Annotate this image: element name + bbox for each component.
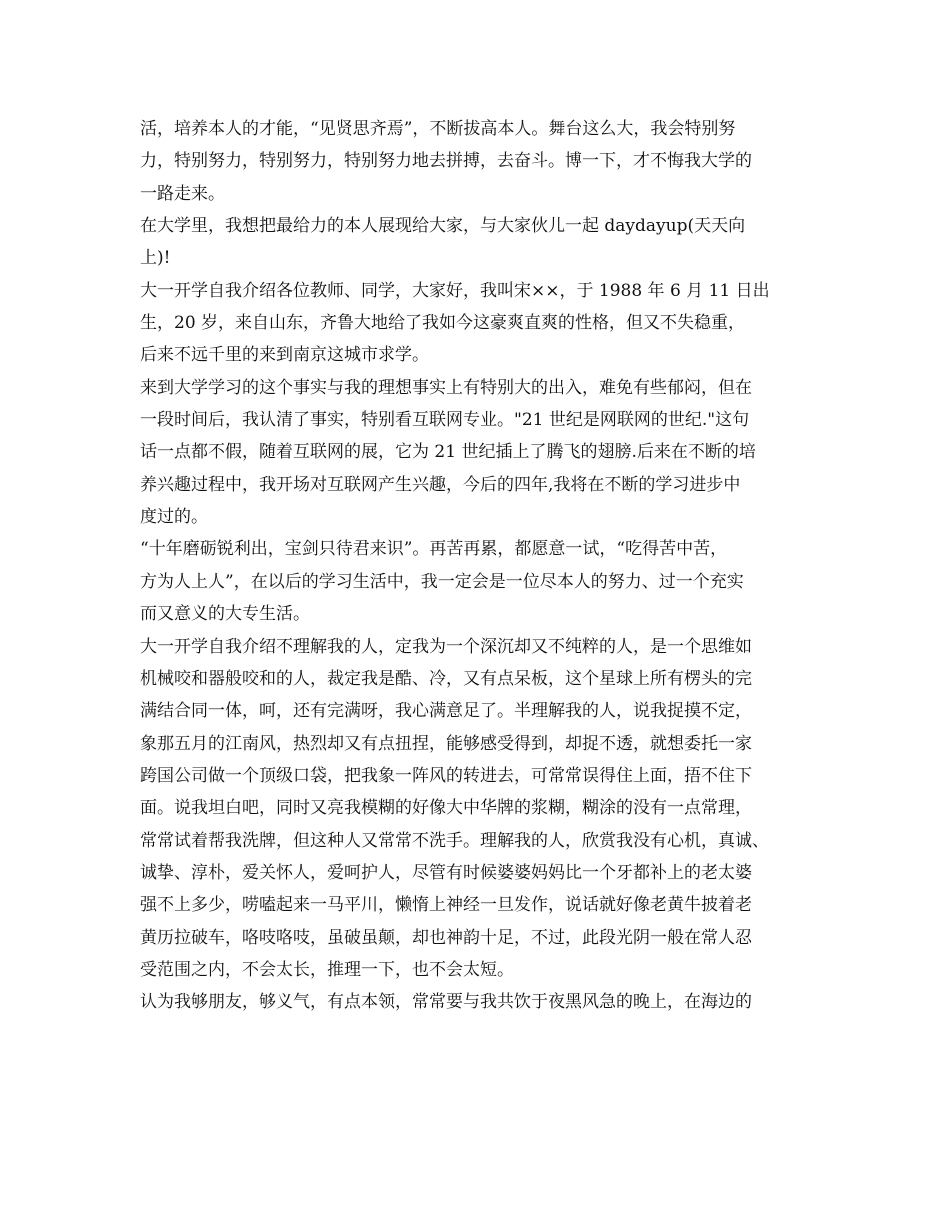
text-line: 度过的。 bbox=[140, 507, 208, 528]
text-line: 常常试着帮我洗牌，但这种人又常常不洗手。理解我的人，欣赏我没有心机，真诚、 bbox=[140, 830, 769, 851]
text-line: 养兴趣过程中，我开场对互联网产生兴趣，今后的四年,我将在不断的学习进步中 bbox=[140, 474, 741, 495]
text-line: 象那五月的江南风，热烈却又有点扭捏，能够感受得到，却捉不透，就想委托一家 bbox=[140, 733, 752, 754]
text-line: 满结合同一体，呵，还有完满呀，我心满意足了。半理解我的人，说我捉摸不定， bbox=[140, 701, 752, 722]
text-line: 大一开学自我介绍各位教师、同学，大家好，我叫宋××，于 1988 年 6 月 11 日出 bbox=[140, 280, 770, 301]
text-line: 方为人上人”，在以后的学习生活中，我一定会是一位尽本人的努力、过一个充实 bbox=[140, 571, 744, 592]
document-body bbox=[140, 113, 820, 1019]
text-line: 一段时间后，我认清了事实，特别看互联网专业。"21 世纪是网联网的世纪."这句 bbox=[140, 410, 750, 431]
text-line: 生，20 岁，来自山东，齐鲁大地给了我如今这豪爽直爽的性格，但又不失稳重， bbox=[140, 313, 746, 334]
text-line: 话一点都不假，随着互联网的展，它为 21 世纪插上了腾飞的翅膀.后来在不断的培 bbox=[140, 442, 756, 463]
text-line: 黄历拉破车，咯吱咯吱，虽破虽颠，却也神韵十足，不过，此段光阴一般在常人忍 bbox=[140, 927, 752, 948]
text-line: “十年磨砺锐利出，宝剑只待君来识”。再苦再累，都愿意一试，“吃得苦中苦， bbox=[140, 539, 728, 560]
text-line: 大一开学自我介绍不理解我的人，定我为一个深沉却又不纯粹的人，是一个思维如 bbox=[140, 636, 752, 657]
text-line: 后来不远千里的来到南京这城市求学。 bbox=[140, 345, 429, 366]
text-line: 受范围之内，不会太长，推理一下，也不会太短。 bbox=[140, 959, 514, 980]
text-line: 机械咬和器般咬和的人，裁定我是酷、冷，又有点呆板，这个星球上所有楞头的完 bbox=[140, 668, 752, 689]
text-line: 而又意义的大专生活。 bbox=[140, 604, 310, 625]
text-line: 认为我够朋友，够义气，有点本领，常常要与我共饮于夜黑风急的晚上，在海边的 bbox=[140, 992, 752, 1013]
text-line: 面。说我坦白吧，同时又亮我模糊的好像大中华牌的浆糊，糊涂的没有一点常理， bbox=[140, 798, 752, 819]
text-line: 强不上多少，唠嗑起来一马平川，懒惰上神经一旦发作，说话就好像老黄牛披着老 bbox=[140, 895, 752, 916]
text-line: 上)! bbox=[140, 248, 171, 269]
text-line: 活，培养本人的才能，“见贤思齐焉”，不断拔高本人。舞台这么大，我会特别努 bbox=[140, 119, 736, 139]
text-line: 在大学里，我想把最给力的本人展现给大家，与大家伙儿一起 daydayup(天天向 bbox=[140, 216, 746, 237]
text-line: 诚挚、淳朴，爱关怀人，爱呵护人，尽管有时候婆婆妈妈比一个牙都补上的老太婆 bbox=[140, 862, 752, 883]
text-line: 跨国公司做一个顶级口袋，把我象一阵风的转进去，可常常误得住上面，捂不住下 bbox=[140, 765, 752, 786]
text-line: 来到大学学习的这个事实与我的理想事实上有特别大的出入，难免有些郁闷，但在 bbox=[140, 377, 752, 398]
text-line: 力，特别努力，特别努力，特别努力地去拼搏，去奋斗。博一下，才不悔我大学的 bbox=[140, 151, 752, 172]
text-line: 一路走来。 bbox=[140, 183, 225, 204]
